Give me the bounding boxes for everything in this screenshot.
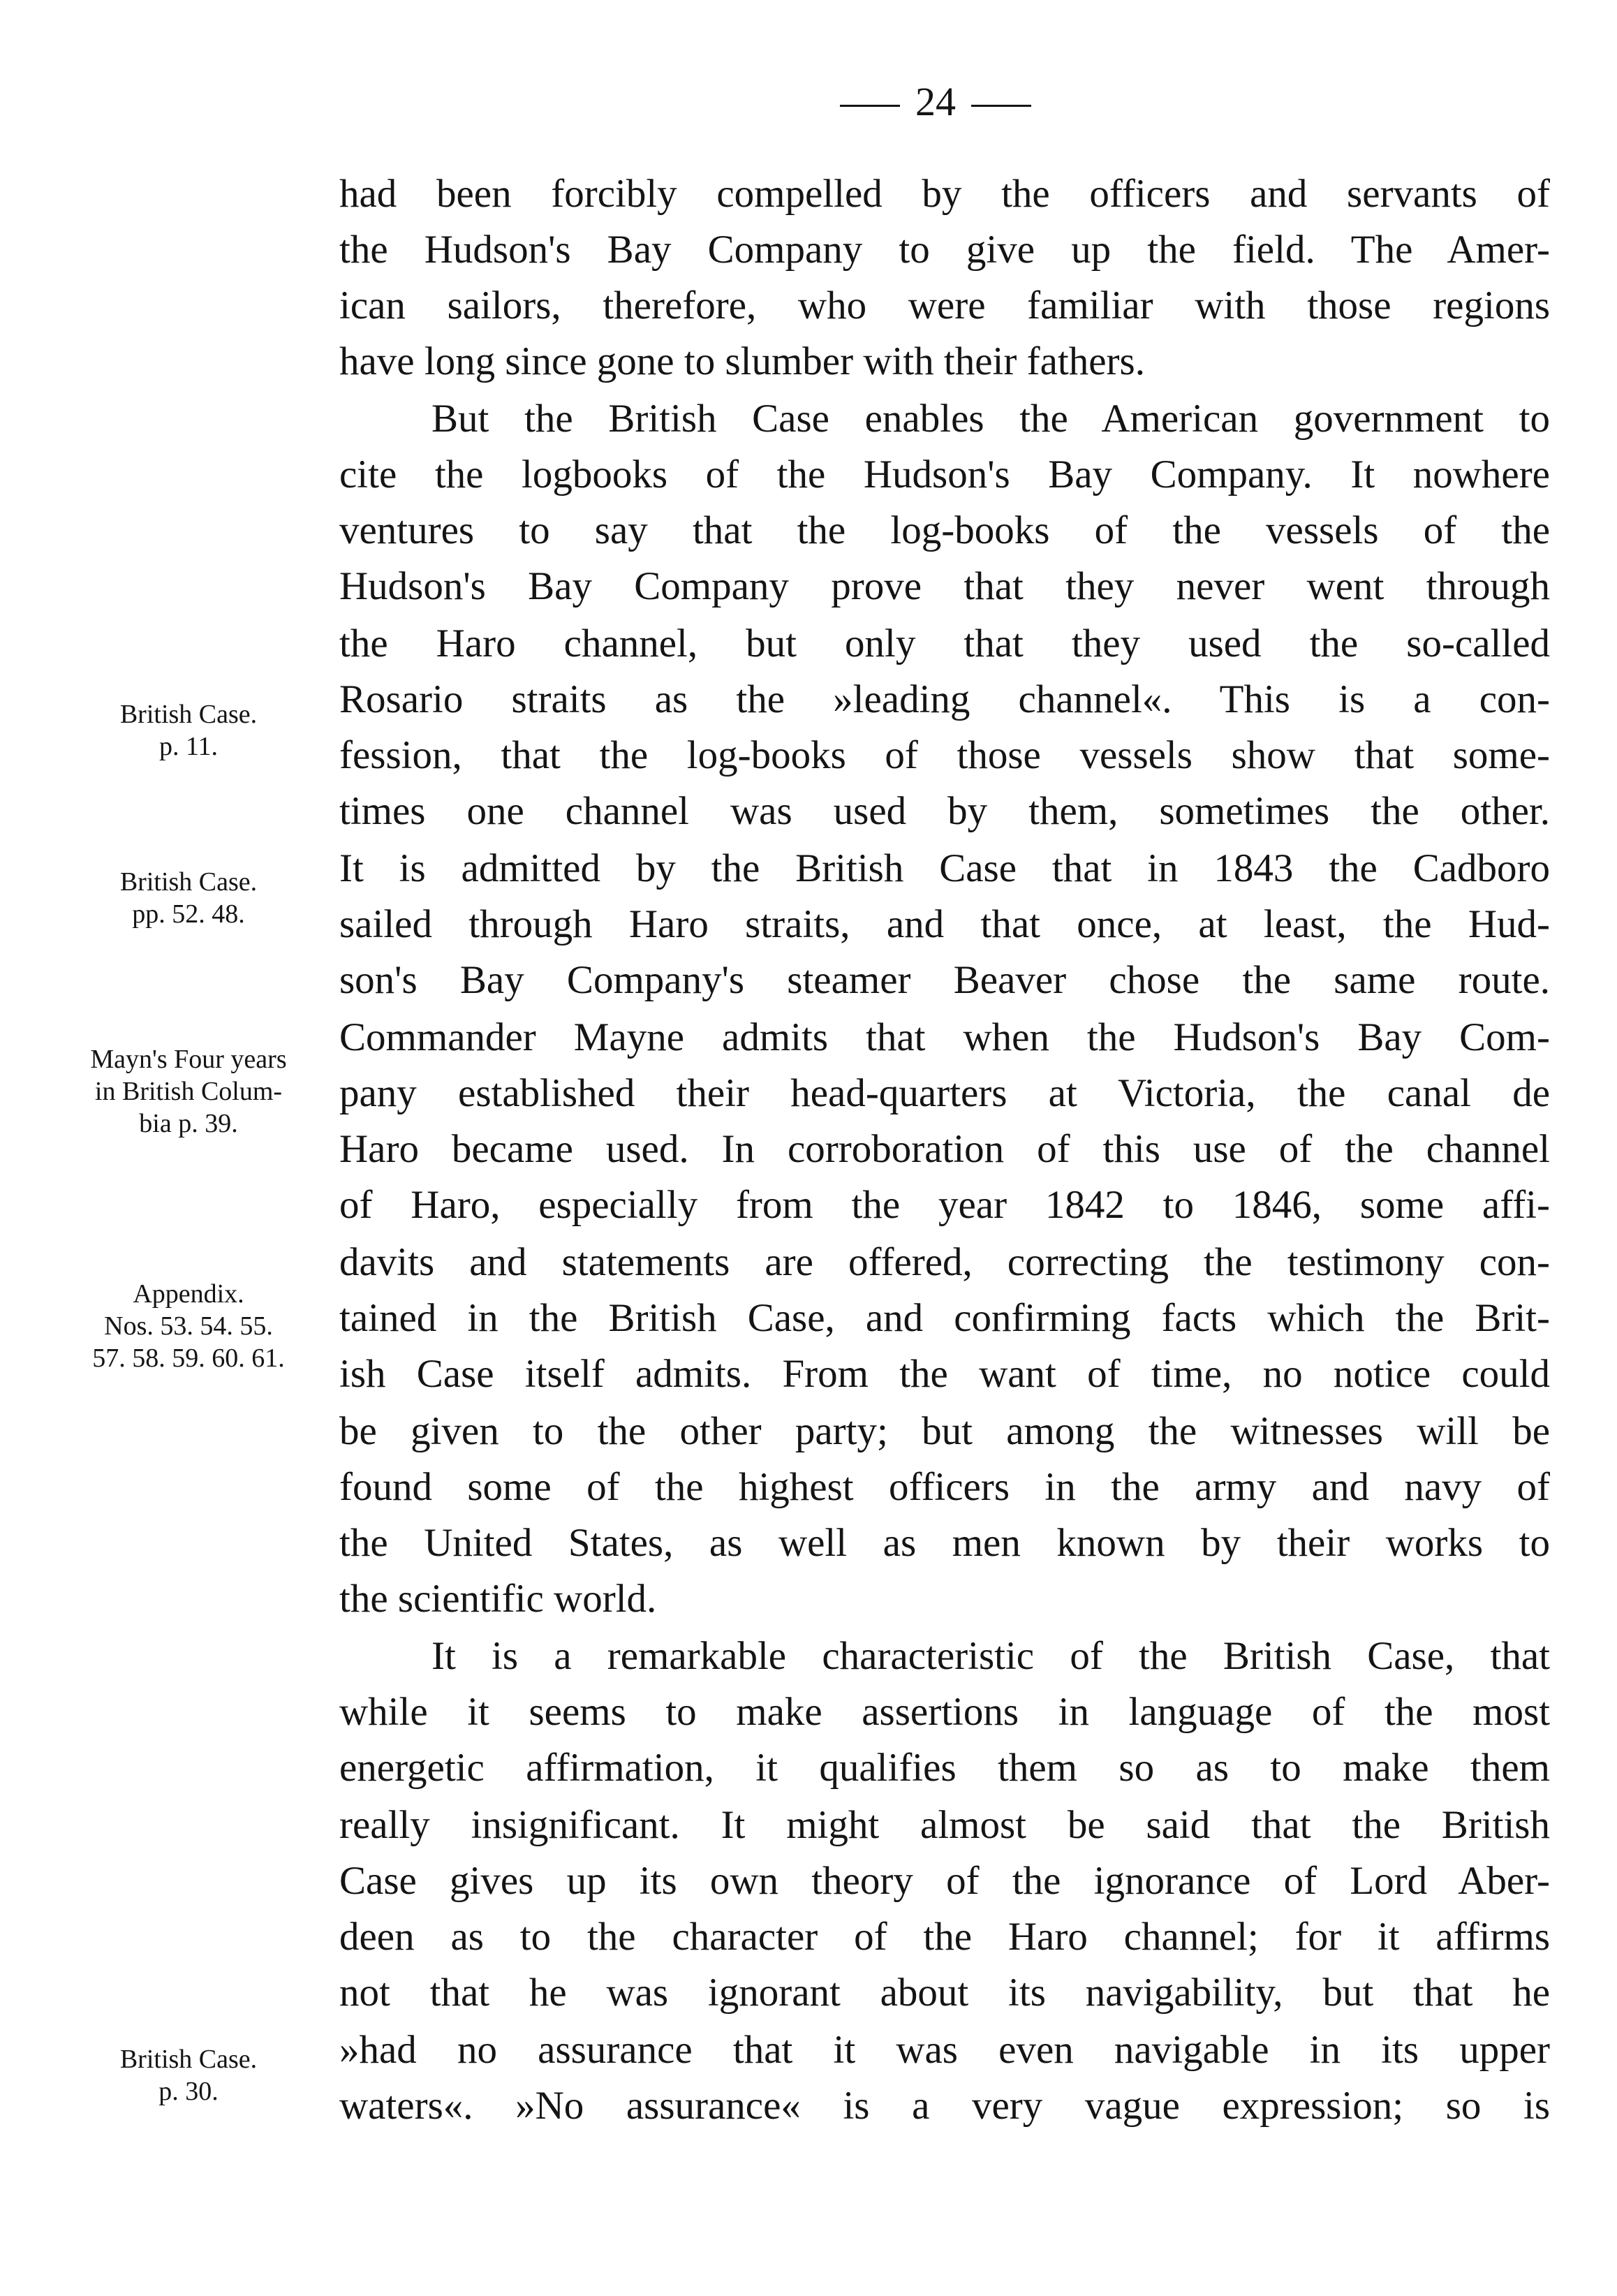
- margin-note: Mayn's Four years in British Colum- bia p. 39.: [90, 1045, 287, 1138]
- text-line: But the British Case enables the American government to: [431, 397, 1550, 441]
- text-line: Rosario straits as the »leading channel«. This is a con-: [339, 677, 1550, 721]
- page-number-dash-right: [971, 105, 1031, 107]
- text-line: Commander Mayne admits that when the Hudson's Bay Com-: [339, 1015, 1550, 1059]
- text-line: sailed through Haro straits, and that once, at least, the Hud-: [339, 902, 1550, 946]
- margin-note: British Case. p. 30.: [119, 2045, 258, 2106]
- text-line: It is admitted by the British Case that in 1843 the Cadboro: [339, 846, 1550, 890]
- text-line: Case gives up its own theory of the ignorance of Lord Aber-: [339, 1859, 1550, 1903]
- text-line: the United States, as well as men known by their works to: [339, 1521, 1550, 1565]
- text-line: be given to the other party; but among the witnesses will be: [339, 1409, 1550, 1453]
- page-number: 24: [782, 74, 1089, 130]
- text-line: had been forcibly compelled by the officers and servants of: [339, 172, 1550, 216]
- text-line: the scientific world.: [339, 1577, 657, 1621]
- text-line: energetic affirmation, it qualifies them so as to make them: [339, 1746, 1550, 1790]
- text-line: Haro became used. In corroboration of this use of the channel: [339, 1127, 1550, 1171]
- text-line: fession, that the log-books of those vessels show that some-: [339, 733, 1550, 777]
- text-line: Hudson's Bay Company prove that they never went through: [339, 564, 1550, 608]
- text-line: son's Bay Company's steamer Beaver chose the same route.: [339, 958, 1550, 1002]
- text-line: waters«. »No assurance« is a very vague expression; so is: [339, 2084, 1550, 2128]
- text-line: of Haro, especially from the year 1842 to 1846, some affi-: [339, 1183, 1550, 1227]
- text-line: It is a remarkable characteristic of the British Case, that: [431, 1634, 1550, 1678]
- text-line: have long since gone to slumber with their fathers.: [339, 339, 1145, 383]
- text-line: davits and statements are offered, correcting the testimony con-: [339, 1240, 1550, 1284]
- text-line: really insignificant. It might almost be said that the British: [339, 1803, 1550, 1847]
- text-line: the Haro channel, but only that they used the so-called: [339, 621, 1550, 665]
- text-line: times one channel was used by them, sometimes the other.: [339, 789, 1550, 833]
- page-number-dash-left: [840, 105, 900, 107]
- text-line: cite the logbooks of the Hudson's Bay Company. It nowhere: [339, 452, 1550, 496]
- text-line: not that he was ignorant about its navigability, but that he: [339, 1971, 1550, 2015]
- text-line: deen as to the character of the Haro channel; for it affirms: [339, 1915, 1550, 1959]
- text-line: found some of the highest officers in the army and navy of: [339, 1465, 1550, 1509]
- margin-note: British Case. p. 11.: [119, 700, 258, 761]
- text-line: the Hudson's Bay Company to give up the field. The Amer-: [339, 228, 1550, 272]
- text-line: ventures to say that the log-books of the vessels of the: [339, 508, 1550, 552]
- margin-note: British Case. pp. 52. 48.: [119, 867, 258, 929]
- text-line: ish Case itself admits. From the want of time, no notice could: [339, 1352, 1550, 1396]
- text-line: ican sailors, therefore, who were familiar with those regions: [339, 284, 1550, 328]
- text-line: while it seems to make assertions in language of the most: [339, 1690, 1550, 1734]
- text-line: »had no assurance that it was even navigable in its upper: [339, 2028, 1550, 2072]
- margin-note: Appendix. Nos. 53. 54. 55. 57. 58. 59. 60. 61.: [92, 1279, 285, 1373]
- text-line: tained in the British Case, and confirming facts which the Brit-: [339, 1296, 1550, 1340]
- text-line: pany established their head-quarters at Victoria, the canal de: [339, 1071, 1550, 1115]
